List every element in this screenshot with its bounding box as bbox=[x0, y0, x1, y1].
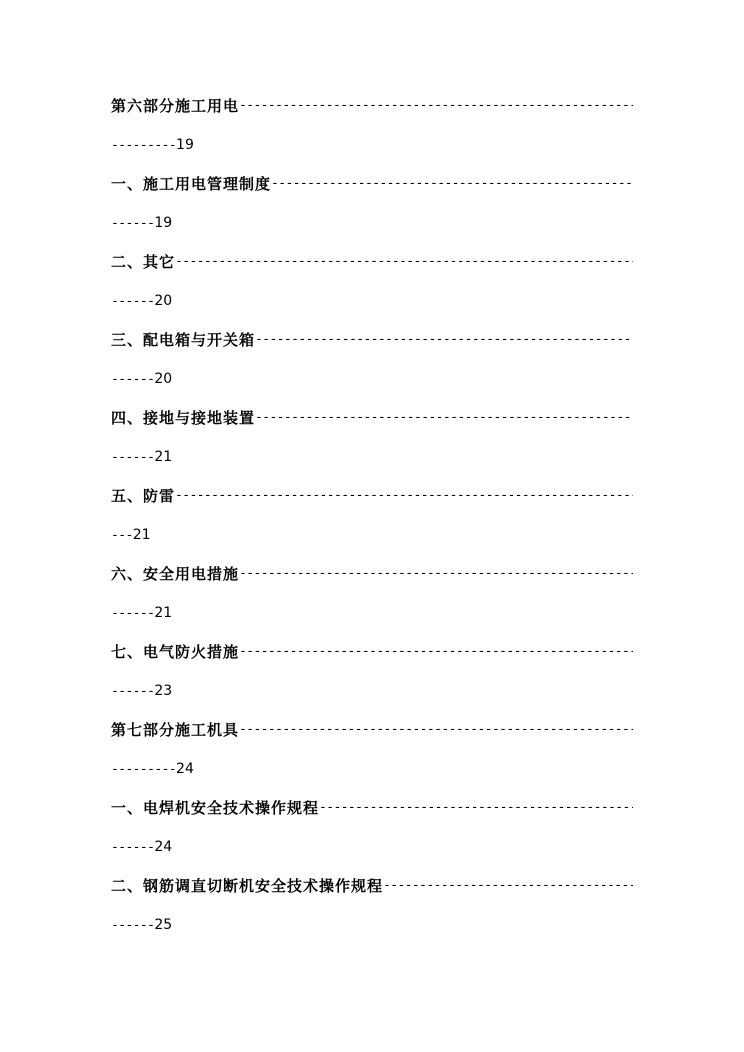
toc-entry-title: 五、防雷 bbox=[111, 487, 176, 505]
toc-entry[interactable] bbox=[111, 326, 633, 404]
toc-dash-leader: ------ bbox=[111, 294, 155, 309]
toc-entry[interactable] bbox=[111, 482, 633, 560]
toc-dot-leader bbox=[271, 170, 633, 198]
toc-dot-leader bbox=[239, 638, 633, 666]
toc-entry[interactable] bbox=[111, 794, 633, 872]
toc-dash-leader: ------ bbox=[111, 840, 155, 855]
toc-entry[interactable] bbox=[111, 560, 633, 638]
toc-entry-title: 四、接地与接地装置 bbox=[111, 409, 256, 427]
toc-page-number: 19 bbox=[154, 215, 173, 231]
toc-page-number: 24 bbox=[176, 761, 194, 777]
table-of-contents bbox=[111, 92, 633, 950]
toc-entry-title: 二、其它 bbox=[111, 253, 176, 271]
toc-page-number: 24 bbox=[154, 839, 173, 855]
toc-dash-leader: ------ bbox=[111, 606, 155, 621]
toc-dash-leader: ------ bbox=[111, 450, 155, 465]
toc-entry[interactable] bbox=[111, 716, 633, 794]
toc-entry-title: 六、安全用电措施 bbox=[111, 565, 240, 583]
toc-entry-title: 第七部分施工机具 bbox=[111, 721, 240, 739]
toc-entry-title: 二、钢筋调直切断机安全技术操作规程 bbox=[111, 877, 384, 895]
toc-page-number: 20 bbox=[154, 371, 173, 387]
toc-page-number: 19 bbox=[176, 137, 194, 153]
toc-dot-leader bbox=[175, 482, 633, 510]
toc-dot-leader bbox=[255, 326, 633, 354]
toc-entry-title: 一、电焊机安全技术操作规程 bbox=[111, 799, 320, 817]
toc-entry[interactable] bbox=[111, 404, 633, 482]
toc-dot-leader bbox=[239, 560, 633, 588]
toc-page-number: 20 bbox=[154, 293, 173, 309]
toc-page-number: 21 bbox=[154, 605, 173, 621]
toc-dash-leader: --------- bbox=[111, 762, 177, 777]
toc-entry[interactable] bbox=[111, 638, 633, 716]
toc-dot-leader bbox=[239, 716, 633, 744]
toc-entry-title: 第六部分施工用电 bbox=[111, 97, 240, 115]
toc-dash-leader: --------- bbox=[111, 138, 177, 153]
toc-dot-leader bbox=[383, 872, 633, 900]
toc-page-number: 23 bbox=[154, 683, 173, 699]
toc-entry[interactable] bbox=[111, 872, 633, 950]
toc-dot-leader bbox=[175, 248, 633, 276]
toc-dash-leader: --- bbox=[111, 528, 133, 543]
toc-page-number: 21 bbox=[154, 449, 173, 465]
toc-page-number: 21 bbox=[132, 527, 151, 543]
toc-dash-leader: ------ bbox=[111, 684, 155, 699]
toc-dot-leader bbox=[319, 794, 633, 822]
toc-entry[interactable] bbox=[111, 248, 633, 326]
toc-entry-title: 一、施工用电管理制度 bbox=[111, 175, 272, 193]
toc-dash-leader: ------ bbox=[111, 918, 155, 933]
toc-entry[interactable] bbox=[111, 92, 633, 170]
toc-entry-title: 三、配电箱与开关箱 bbox=[111, 331, 256, 349]
toc-dot-leader bbox=[239, 92, 633, 120]
toc-page-number: 25 bbox=[154, 917, 173, 933]
toc-dash-leader: ------ bbox=[111, 372, 155, 387]
toc-entry-title: 七、电气防火措施 bbox=[111, 643, 240, 661]
toc-dot-leader bbox=[255, 404, 633, 432]
toc-entry[interactable] bbox=[111, 170, 633, 248]
toc-dash-leader: ------ bbox=[111, 216, 155, 231]
